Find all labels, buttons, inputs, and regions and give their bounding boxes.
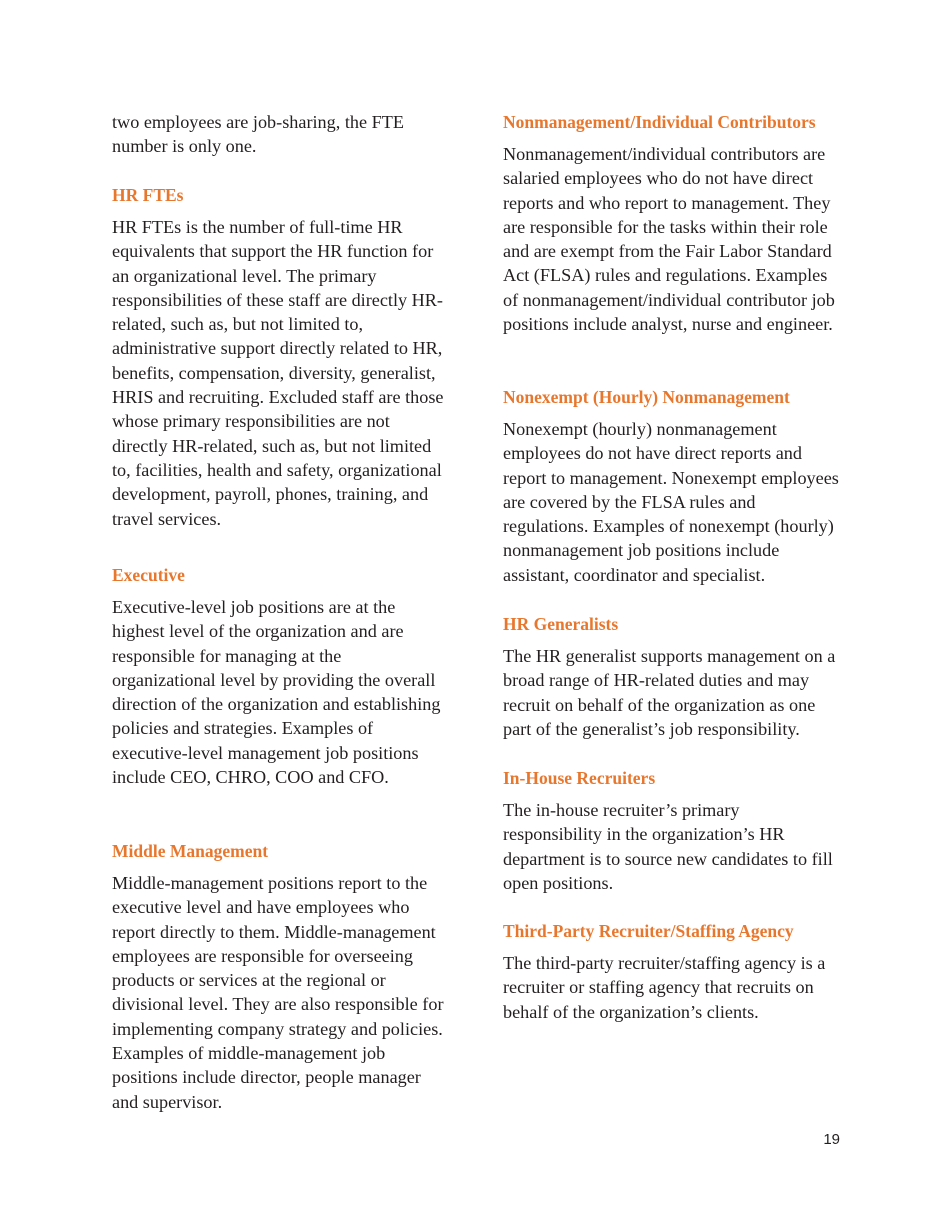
section-nonexempt-hourly [503, 385, 843, 587]
section-body: HR FTEs is the number of full-time HR equivalents that support the HR function for an organizational level. The primary responsibilities of these staff are directly HR-related, such as, but not limited to, administrative support directly related to HR, benefits, compensation, diversity, generalist, HRIS and recruiting. Excluded staff are those whose primary responsibilities are not directly HR-related, such as, but not limited to, facilities, health and safety, organizational development, payroll, phones, training, and travel services. [112, 217, 444, 529]
page-number: 19 [823, 1131, 840, 1148]
section-body: Nonmanagement/individual contributors are salaried employees who do not have direct reports and who report to management. They are responsible for the tasks within their role and are exempt from the Fair Labor Standard Act (FLSA) rules and regulations. Examples of nonmanagement/individual contributor job positions include analyst, nurse and engineer. [503, 144, 835, 335]
continuation-paragraph: two employees are job-sharing, the FTE number is only one. [112, 112, 404, 157]
section-body: The third-party recruiter/staffing agency is a recruiter or staffing agency that recruits on behalf of the organization’s clients. [503, 953, 826, 1022]
section-heading: Middle Management [112, 841, 269, 861]
section-body: Middle-management positions report to the executive level and have employees who report directly to them. Middle-management employees are responsible for overseeing products or services at the regional or divisional level. They are also responsible for implementing company strategy and policies. Examples of middle-management job positions include director, people manager and supervisor. [112, 873, 444, 1112]
section-hr-generalists [503, 612, 843, 741]
section-third-party-recruiter [503, 919, 843, 1024]
section-body: The HR generalist supports management on a broad range of HR-related duties and may recruit on behalf of the organization as one part of the generalist’s job responsibility. [503, 646, 836, 739]
section-heading: Nonexempt (Hourly) Nonmanagement [503, 387, 790, 407]
section-in-house-recruiters [503, 766, 843, 895]
section-heading: HR FTEs [112, 185, 184, 205]
section-heading: Nonmanagement/Individual Contributors [503, 112, 816, 132]
section-heading: Third-Party Recruiter/Staffing Agency [503, 921, 794, 941]
section-executive [112, 563, 448, 789]
section-body: The in-house recruiter’s primary responsibility in the organization’s HR department is to source new candidates to fill open positions. [503, 800, 833, 893]
section-body: Executive-level job positions are at the highest level of the organization and are responsible for managing at the organizational level by providing the overall direction of the organization and establishing policies and strategies. Examples of executive-level management job positions include CEO, CHRO, COO and CFO. [112, 597, 441, 788]
section-body: Nonexempt (hourly) nonmanagement employees do not have direct reports and report to management. Nonexempt employees are covered by the FLSA rules and regulations. Examples of nonexempt (hourly) nonmanagement job positions include assistant, coordinator and specialist. [503, 419, 839, 585]
section-heading: In-House Recruiters [503, 768, 656, 788]
section-nonmanagement-individual-contributors [503, 110, 843, 336]
section-heading: Executive [112, 565, 185, 585]
section-middle-management [112, 839, 448, 1114]
section-hr-ftes [112, 183, 448, 531]
section-heading: HR Generalists [503, 614, 619, 634]
